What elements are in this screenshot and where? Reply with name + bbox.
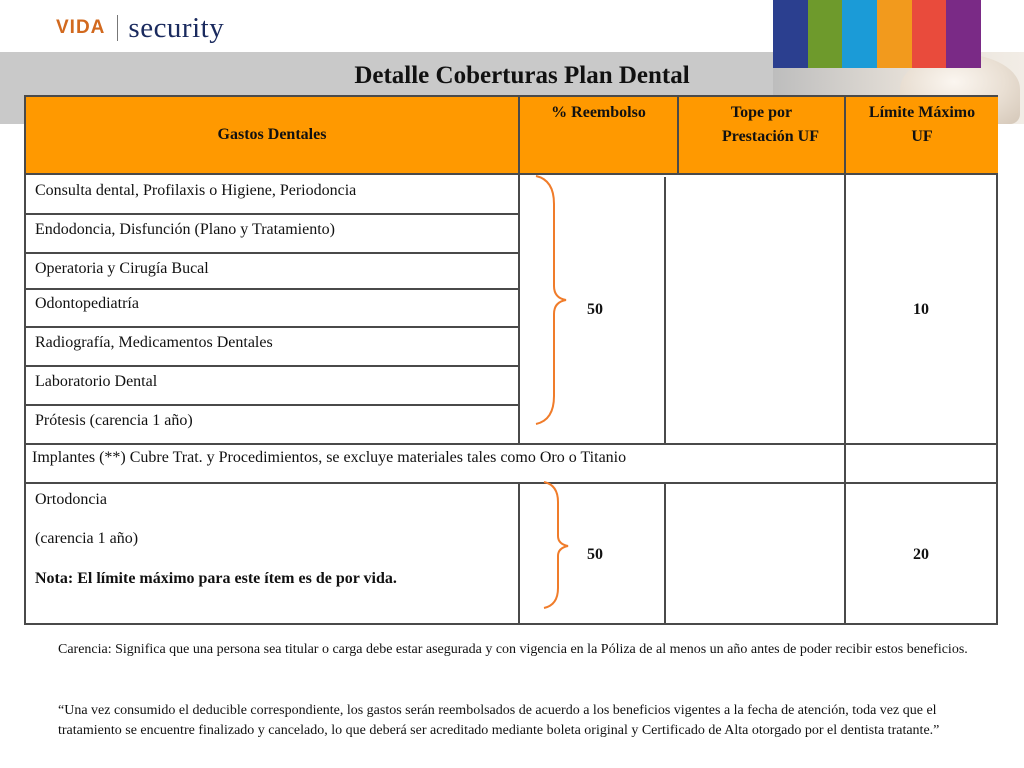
table-row: Prótesis (carencia 1 año) <box>35 412 193 429</box>
grid-line <box>26 365 518 367</box>
logo-separator <box>117 15 118 41</box>
grid-line <box>26 404 518 406</box>
header-limite-line1: Límite Máximo <box>868 104 976 121</box>
grid-line <box>677 97 679 173</box>
brace-group1 <box>532 174 572 426</box>
table-row: Odontopediatría <box>35 295 139 312</box>
grid-line <box>26 173 996 175</box>
vida-security-logo <box>56 8 224 48</box>
table-row: Radiografía, Medicamentos Dentales <box>35 334 273 351</box>
brand-stripe <box>946 0 981 68</box>
footnote-deducible: “Una vez consumido el deducible correspondiente, los gastos serán reembolsados de acuerdo a los beneficios vigentes a la fecha de atención, toda vez que el tratamiento se encuentre finalizado y cancelado, lo que deberá ser acreditado mediante boleta original y Certificado de Alta otorgado por el dentista tratante.” <box>58 703 940 738</box>
table-row: Endodoncia, Disfunción (Plano y Tratamiento) <box>35 221 335 238</box>
logo-security-text: security <box>128 11 225 44</box>
grid-line <box>844 97 846 623</box>
header-cell-tope <box>679 97 844 173</box>
group1-limite-value: 10 <box>913 301 929 318</box>
implantes-row: Implantes (**) Cubre Trat. y Procedimientos, se excluye materiales tales como Oro o Titanio <box>32 449 627 466</box>
group1-reembolso-value: 50 <box>587 301 603 318</box>
ortodoncia-label: Ortodoncia <box>35 491 107 508</box>
grid-line <box>518 97 520 173</box>
ortodoncia-limite-value: 20 <box>913 546 929 563</box>
brace-ortodoncia <box>540 480 574 610</box>
header-cell-gastos <box>26 97 518 173</box>
grid-line <box>26 443 996 445</box>
brand-stripe <box>912 0 947 68</box>
ortodoncia-note: Nota: El límite máximo para este ítem es de por vida. <box>35 570 397 587</box>
grid-line <box>26 482 996 484</box>
header-tope-line1: Tope por <box>730 104 793 121</box>
brand-stripe <box>877 0 912 68</box>
grid-line <box>26 213 518 215</box>
grid-line <box>664 177 666 443</box>
header-gastos-label: Gastos Dentales <box>217 126 327 143</box>
grid-line <box>518 482 520 623</box>
grid-line <box>518 173 520 443</box>
ortodoncia-carencia: (carencia 1 año) <box>35 530 139 547</box>
brand-stripe <box>773 0 808 68</box>
table-row: Consulta dental, Profilaxis o Higiene, Periodoncia <box>35 182 357 199</box>
header-reembolso-label: % Reembolso <box>551 104 646 121</box>
header-tope-line2: Prestación UF <box>721 128 819 145</box>
brand-stripes <box>773 0 981 68</box>
coverage-table <box>24 95 998 625</box>
logo-vida-text: VIDA <box>56 17 106 38</box>
grid-line <box>26 326 518 328</box>
header-limite-line2: UF <box>911 128 933 145</box>
table-row: Operatoria y Cirugía Bucal <box>35 260 209 277</box>
header-cell-reembolso <box>520 97 677 173</box>
page-title: Detalle Coberturas Plan Dental <box>354 62 690 89</box>
footnote-carencia: Carencia: Significa que una persona sea titular o carga debe estar asegurada y con vigencia en la Póliza de al menos un año antes de poder recibir estos beneficios. <box>58 642 968 657</box>
table-row: Laboratorio Dental <box>35 373 158 390</box>
grid-line <box>26 252 518 254</box>
brand-stripe <box>842 0 877 68</box>
grid-line <box>26 288 518 290</box>
header-cell-limite <box>846 97 998 173</box>
grid-line <box>664 482 666 623</box>
ortodoncia-reembolso-value: 50 <box>587 546 603 563</box>
brand-stripe <box>808 0 843 68</box>
